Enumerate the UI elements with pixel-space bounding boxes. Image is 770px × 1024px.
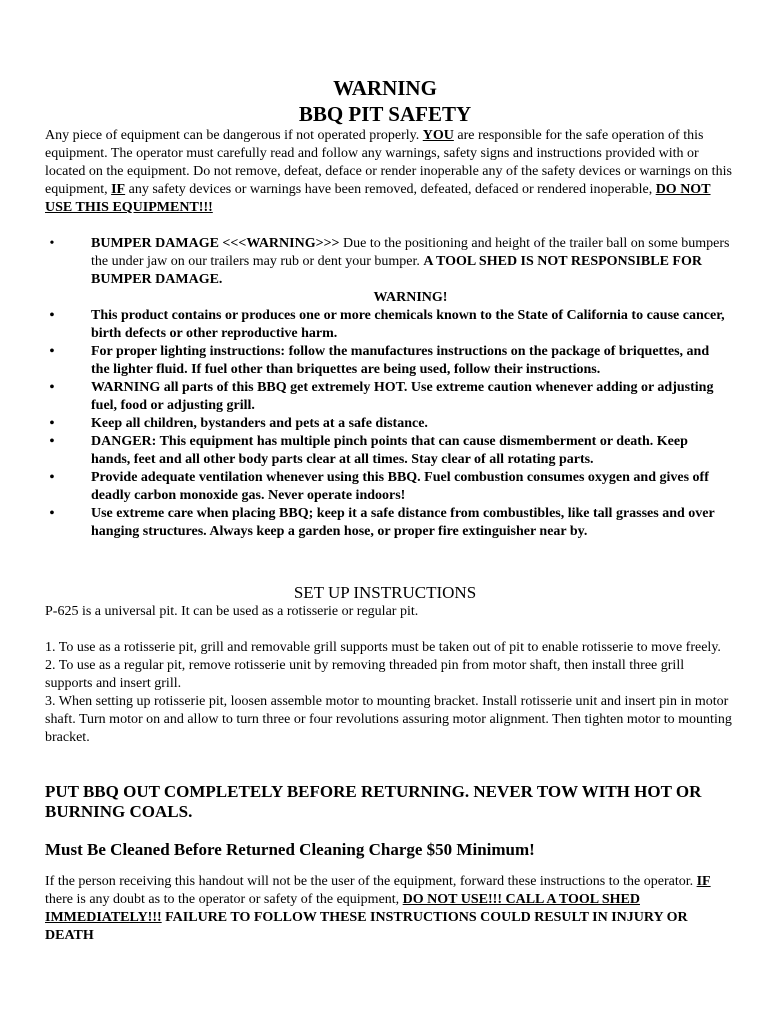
bullet-icon: •	[49, 416, 55, 431]
put-out-notice: PUT BBQ OUT COMPLETELY BEFORE RETURNING. NEVER TOW WITH HOT OR BURNING COALS.	[45, 782, 702, 821]
if-emphasis: IF	[696, 874, 711, 889]
final-paragraph: If the person receiving this handout will not be the user of the equipment, forward these instructions to the operator. IF there is any doubt as to the operator or safety of the equipment, DO NOT USE!!! CALL A TOOL SHED IMMEDIATELY!!! FAILURE TO FOLLOW THESE INSTRUCTIONS COULD RESULT IN INJURY OR DEATH	[45, 874, 711, 943]
bullet-icon: •	[49, 434, 55, 449]
warning-item: • This product contains or produces one or more chemicals known to the State of California to cause cancer, birth defects or other reproductive harm.	[45, 307, 730, 343]
california-warning-heading: WARNING!	[373, 290, 448, 305]
warning-item: • WARNING all parts of this BBQ get extremely HOT. Use extreme caution whenever adding or adjusting fuel, food or adjusting grill.	[45, 379, 730, 415]
warning-item: • For proper lighting instructions: follow the manufactures instructions on the package of briquettes, and the lighter fluid. If fuel other than briquettes are being used, follow their instructions.	[45, 343, 730, 379]
setup-intro: P-625 is a universal pit. It can be used as a rotisserie or regular pit.	[45, 604, 419, 619]
warning-list	[45, 235, 730, 541]
warning-item: • Provide adequate ventilation whenever using this BBQ. Fuel combustion consumes oxygen and gives off deadly carbon monoxide gas. Never operate indoors!	[45, 469, 730, 505]
bullet-icon: •	[49, 236, 55, 251]
bullet-icon: •	[49, 506, 55, 521]
setup-step: 3. When setting up rotisserie pit, loosen assemble motor to mounting bracket. Install rotisserie unit and insert pin in motor shaft. Turn motor on and allow to turn three or four revolutions assuring motor alignment. Then tighten motor to mounting bracket.	[45, 694, 732, 745]
page-subtitle: BBQ PIT SAFETY	[298, 102, 472, 126]
intro-paragraph: Any piece of equipment can be dangerous if not operated properly. YOU are responsible for the safe operation of this equipment. The operator must carefully read and follow any warnings, safety signs and instructions provided with or located on the equipment. Do not remove, defeat, deface or render inoperable any of the safety devices or warnings on this equipment, IF any safety devices or warnings have been removed, defeated, defaced or rendered inoperable, DO NOT USE THIS EQUIPMENT!!!	[45, 128, 732, 215]
setup-step: 2. To use as a regular pit, remove rotisserie unit by removing threaded pin from motor shaft, then install three grill supports and insert grill.	[45, 658, 685, 691]
bullet-icon: •	[49, 344, 55, 359]
cleaning-charge-notice: Must Be Cleaned Before Returned Cleaning Charge $50 Minimum!	[45, 840, 535, 859]
warning-item: • DANGER: This equipment has multiple pinch points that can cause dismemberment or death. Keep hands, feet and all other body parts clear at all times. Stay clear of all rotating parts.	[45, 433, 730, 469]
bullet-icon: •	[49, 308, 55, 323]
do-not-use-emphasis: DO NOT USE THIS EQUIPMENT!!!	[45, 182, 711, 215]
setup-steps	[45, 639, 735, 747]
page-title: WARNING	[333, 76, 437, 100]
warning-item: • Keep all children, bystanders and pets at a safe distance.	[45, 415, 730, 433]
setup-step: 1. To use as a rotisserie pit, grill and removable grill supports must be taken out of pit to enable rotisserie to move freely.	[45, 640, 721, 655]
bullet-icon: •	[49, 380, 55, 395]
setup-heading: SET UP INSTRUCTIONS	[293, 583, 477, 602]
warning-item: • Use extreme care when placing BBQ; keep it a safe distance from combustibles, like tall grasses and over hanging structures. Always keep a garden hose, or proper fire extinguisher near by.	[45, 505, 730, 541]
you-emphasis: YOU	[422, 128, 454, 143]
warning-item-bumper: • BUMPER DAMAGE <<<WARNING>>> Due to the positioning and height of the trailer ball on some bumpers the under jaw on our trailers may rub or dent your bumper. A TOOL SHED IS NOT RESPONSIBLE FOR BUMPER DAMAGE.	[45, 235, 730, 289]
bullet-icon: •	[49, 470, 55, 485]
call-emphasis: DO NOT USE!!! CALL A TOOL SHED IMMEDIATELY!!!	[45, 892, 640, 925]
if-emphasis: IF	[111, 182, 126, 197]
